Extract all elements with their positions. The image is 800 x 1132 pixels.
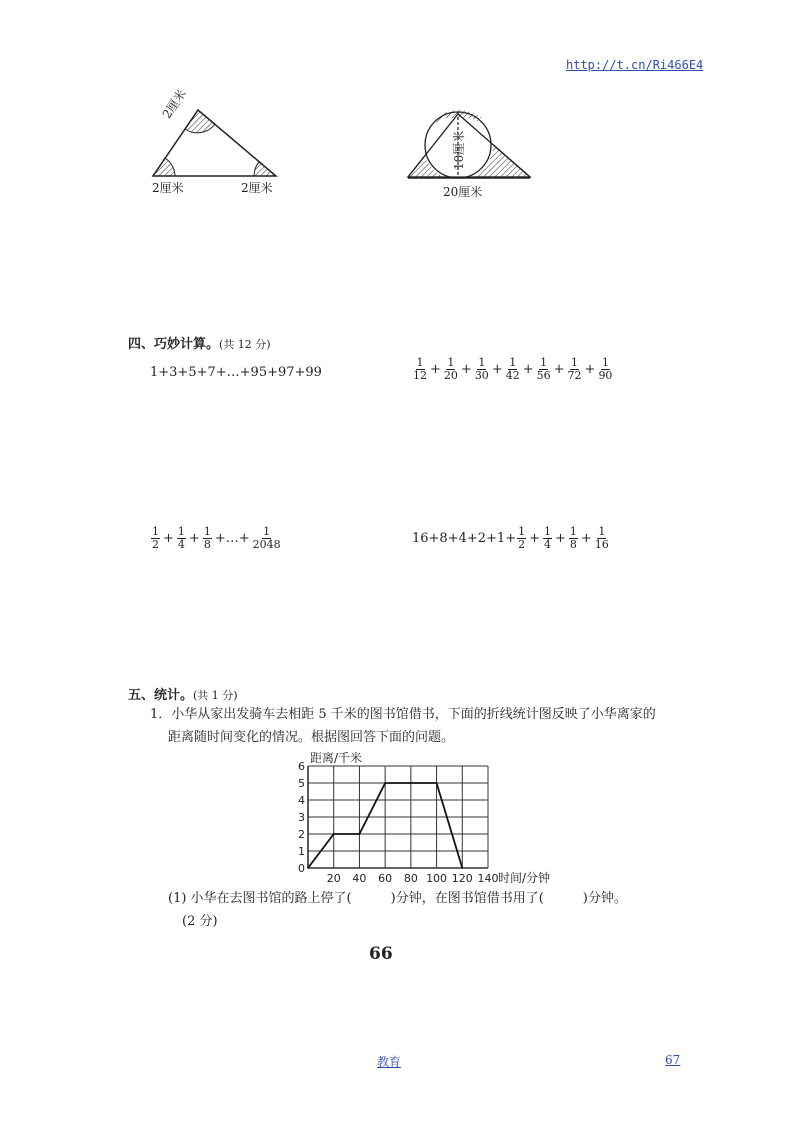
operator: + [529,531,540,546]
fraction-numerator: 1 [598,525,606,538]
x-tick-label: 20 [326,872,341,885]
x-tick-label: 100 [426,872,448,885]
fraction-denominator: 4 [544,538,551,551]
fraction [543,526,552,551]
fraction-numerator: 1 [416,356,424,369]
circle-trapezoid-svg [405,108,535,183]
x-axis-label: 时间/分钟 [498,871,551,885]
operator: + [553,362,565,377]
section5-title: 五、统计。 [128,688,194,703]
operator: + [580,531,592,546]
x-tick-label: 120 [451,872,473,885]
circle-diameter-label: 10厘米 [452,130,466,170]
operator: + [584,362,596,377]
fraction-denominator: 4 [177,538,185,551]
fraction-numerator: 1 [518,525,526,538]
fraction-denominator: 30 [474,369,489,382]
fraction-denominator: 2 [152,538,159,551]
page-number: 66 [369,944,393,964]
fraction-denominator: 2 [518,538,526,551]
fraction-denominator: 16 [594,538,609,551]
fraction-denominator: 56 [536,369,551,382]
fraction-denominator: 2048 [252,538,281,551]
hatched-sector [153,158,175,176]
fraction-denominator: 12 [413,369,427,382]
section5-points: (共 1 分) [193,689,238,702]
fraction-denominator: 42 [505,369,520,382]
triangle-side-label: 2厘米 [159,86,189,121]
fraction [151,526,160,551]
triangle-bottom-right-label: 2厘米 [241,181,273,195]
fraction [569,526,578,551]
chart-svg [290,746,700,886]
fraction [177,526,186,551]
fraction [517,526,526,551]
operator: + [460,362,472,377]
footer-page-link[interactable]: 67 [665,1053,681,1067]
operator: + [491,362,503,377]
fraction-numerator: 1 [571,356,579,369]
y-tick-label: 1 [298,845,305,858]
fraction-numerator: 1 [177,525,185,538]
fraction-denominator: 72 [567,369,582,382]
data-point [461,867,463,869]
x-tick-label: 40 [352,872,367,885]
fraction-denominator: 20 [443,369,458,382]
expression-4-prefix: 16+8+4+2+1+ [412,531,517,546]
fraction [253,526,281,551]
fraction-numerator: 1 [544,525,551,538]
section4-heading [128,333,271,352]
subquestion-1-line-2: (2 分) [182,914,218,929]
fraction-numerator: 1 [447,356,455,369]
fraction [203,526,212,551]
fraction-numerator: 1 [263,525,271,538]
fraction [475,357,489,382]
y-tick-label: 0 [298,862,305,875]
fraction-numerator: 1 [478,356,486,369]
question-1-line-1: 1．小华从家出发骑车去相距 5 千米的图书馆借书，下面的折线统计图反映了小华离家的 [150,707,656,722]
y-tick-label: 5 [298,777,305,790]
section4-points: (共 12 分) [219,338,271,351]
fraction-numerator: 1 [509,356,517,369]
fraction [413,357,427,382]
y-axis-label: 距离/千米 [310,751,363,765]
expression-3 [150,526,282,551]
distance-time-chart [290,746,700,886]
fraction-denominator: 8 [569,538,577,551]
x-tick-label: 80 [403,872,418,885]
y-tick-label: 6 [298,760,305,773]
y-tick-label: 2 [298,828,305,841]
question-1-line-2: 距离随时间变化的情况。根据图回答下面的问题。 [168,730,455,745]
section5-heading [128,684,238,703]
data-point [333,833,335,835]
operator: + [188,531,200,546]
trapezoid-base-label: 20厘米 [443,185,483,199]
hatched-sector [254,162,276,176]
data-point [436,782,438,784]
fraction-numerator: 1 [601,356,609,369]
data-point [359,833,361,835]
expression-4 [412,526,610,551]
fraction [506,357,520,382]
circle-trapezoid-figure [405,108,535,183]
operator: + [522,362,534,377]
data-point [384,782,386,784]
fraction [598,357,612,382]
fraction-numerator: 1 [569,525,577,538]
expression-2 [412,357,613,382]
fraction-denominator: 8 [203,538,211,551]
y-tick-label: 3 [298,811,305,824]
fraction [568,357,582,382]
data-point [307,867,309,869]
fraction-numerator: 1 [203,525,211,538]
x-tick-label: 140 [477,872,499,885]
fraction-denominator: 90 [598,369,613,382]
fraction [444,357,458,382]
fraction-numerator: 1 [152,525,159,538]
triangle-bottom-left-label: 2厘米 [152,181,184,195]
operator: + [555,531,566,546]
fraction [595,526,609,551]
x-tick-label: 60 [378,872,393,885]
subquestion-1-line-1: (1) 小华在去图书馆的路上停了( )分钟，在图书馆借书用了( )分钟。 [168,891,627,906]
y-tick-label: 4 [298,794,305,807]
fraction [537,357,551,382]
section4-title: 四、巧妙计算。 [128,337,220,352]
operator: + [163,531,174,546]
expression-1: 1+3+5+7+…+95+97+99 [150,365,322,380]
fraction-numerator: 1 [540,356,548,369]
footer-link[interactable]: 教育 [377,1055,402,1069]
operator: +…+ [214,531,250,546]
operator: + [430,362,441,377]
header-url[interactable]: http://t.cn/Ri466E4 [566,58,704,72]
